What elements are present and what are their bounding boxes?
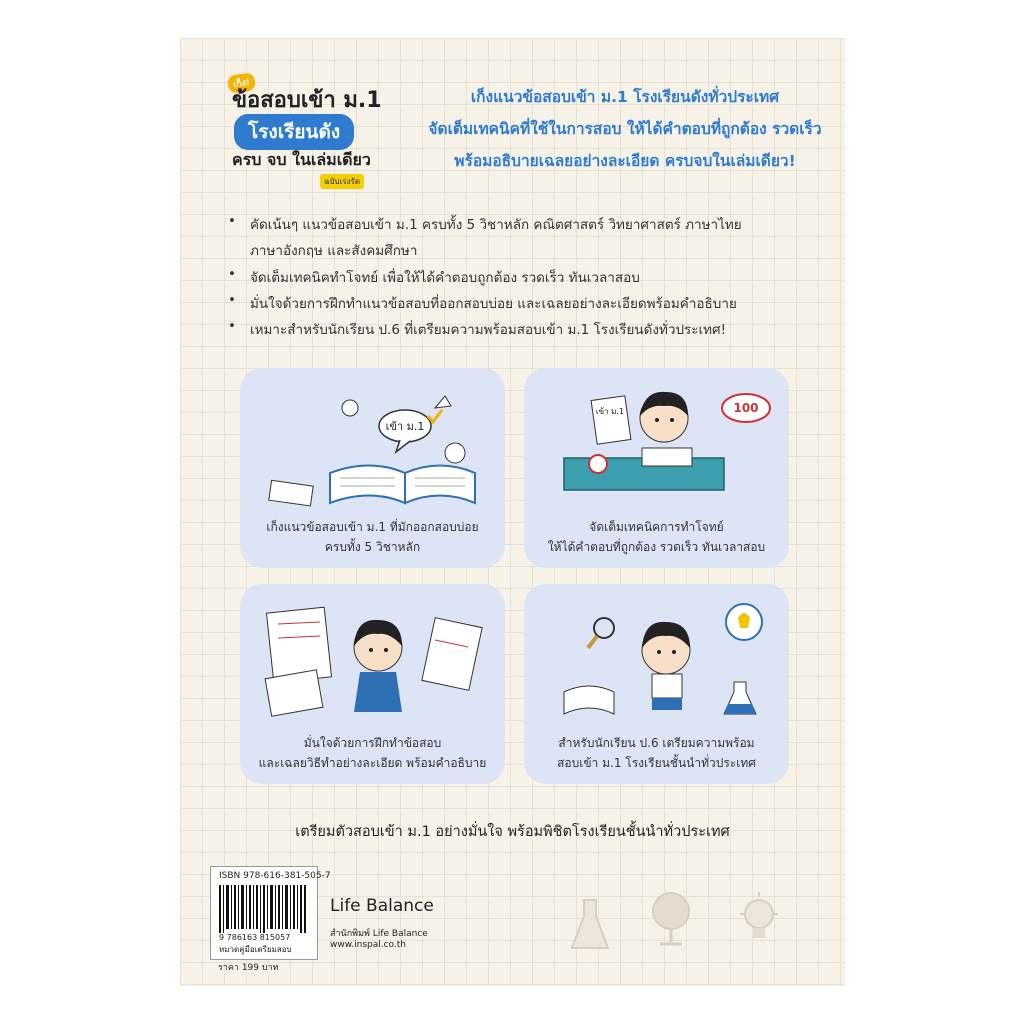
price-text: ราคา 199 บาท [218,963,279,973]
panel-4-caption-2: สอบเข้า ม.1 โรงเรียนชั้นนำทั่วประเทศ [557,756,756,770]
footer-tagline: เตรียมตัวสอบเข้า ม.1 อย่างมั่นใจ พร้อมพิชิตโรงเรียนชั้นนำทั่วประเทศ [295,824,730,840]
paper-text: เข้า ม.1 [595,407,625,416]
isbn-text: ISBN 978-616-381-505-7 [219,871,331,881]
bullet-1: คัดเน้นๆ แนวข้อสอบเข้า ม.1 ครบทั้ง 5 วิชาหลัก คณิตศาสตร์ วิทยาศาสตร์ ภาษาไทย [250,217,742,233]
panel-3-caption-1: มั่นใจด้วยการฝึกทำข้อสอบ [303,736,442,750]
bullet-4: เหมาะสำหรับนักเรียน ป.6 ที่เตรียมความพร้อมสอบเข้า ม.1 โรงเรียนดังทั่วประเทศ! [250,322,727,338]
bullet-1-cont: ภาษาอังกฤษ และสังคมศึกษา [250,243,418,259]
bullet-dot: • [228,266,236,282]
panel-1-caption-2: ครบทั้ง 5 วิชาหลัก [324,540,421,554]
globe-icon [648,888,694,950]
publisher-name: สำนักพิมพ์ Life Balance [330,929,428,939]
panel-3-caption-2: และเฉลยวิธีทำอย่างละเอียด พร้อมคำอธิบาย [258,756,487,770]
panel-2-caption-2: ให้ได้คำตอบที่ถูกต้อง รวดเร็ว ทันเวลาสอบ [547,540,766,554]
logo-title-line1: ข้อสอบเข้า ม.1 [232,88,382,113]
logo-badge: เก็ง! [227,72,256,94]
bullet-dot: • [228,292,236,308]
logo-title-line3: ครบ จบ ในเล่มเดียว [232,150,371,169]
feature-panel-2 [524,368,789,568]
barcode-digits: 9 786163 815057 [219,933,291,942]
publisher-logo: Life Balance [330,896,434,916]
book-back-cover [180,38,845,986]
bullet-2: จัดเต็มเทคนิคทำโจทย์ เพื่อให้ได้คำตอบถูกต้อง รวดเร็ว ทันเวลาสอบ [250,270,640,286]
feature-panel-4 [524,584,789,784]
bullet-dot: • [228,318,236,334]
practice-papers-illustration [260,592,485,722]
feature-panel-3 [240,584,505,784]
bullet-3: มั่นใจด้วยการฝึกทำแนวข้อสอบที่ออกสอบบ่อย และเฉลยอย่างละเอียดพร้อมคำอธิบาย [250,296,737,312]
bullet-dot: • [228,213,236,229]
open-book-illustration [260,378,485,508]
panel-4-caption-1: สำหรับนักเรียน ป.6 เตรียมความพร้อม [558,736,755,750]
barcode-box [210,866,331,960]
header-line-2: จัดเต็มเทคนิคที่ใช้ในการสอบ ให้ได้คำตอบที่ถูกต้อง รวดเร็ว [428,120,822,138]
publisher-website: www.inspal.co.th [330,940,406,950]
logo-title-line2: โรงเรียนดัง [234,114,354,150]
panel-2-caption-1: จัดเต็มเทคนิคการทำโจทย์ [589,520,724,534]
speech-bubble-text: เข้า ม.1 [385,420,425,433]
header-line-3: พร้อมอธิบายเฉลยอย่างละเอียด ครบจบในเล่มเดียว! [454,152,796,170]
score-text: 100 [733,401,759,415]
student-desk-illustration [554,378,774,508]
logo-edition-tag: ฉบับเร่งรัด [320,174,364,189]
feature-panel-1 [240,368,505,568]
barcode-icon [219,885,309,933]
category-text: หมวดคู่มือเตรียมสอบ [219,945,292,954]
header-line-1: เก็งแนวข้อสอบเข้า ม.1 โรงเรียนดังทั่วประเทศ [470,88,780,106]
flask-icon [570,896,610,952]
panel-1-caption-1: เก็งแนวข้อสอบเข้า ม.1 ที่มักออกสอบบ่อย [266,520,479,534]
lightbulb-icon [736,890,782,950]
jumping-student-illustration [544,592,769,722]
